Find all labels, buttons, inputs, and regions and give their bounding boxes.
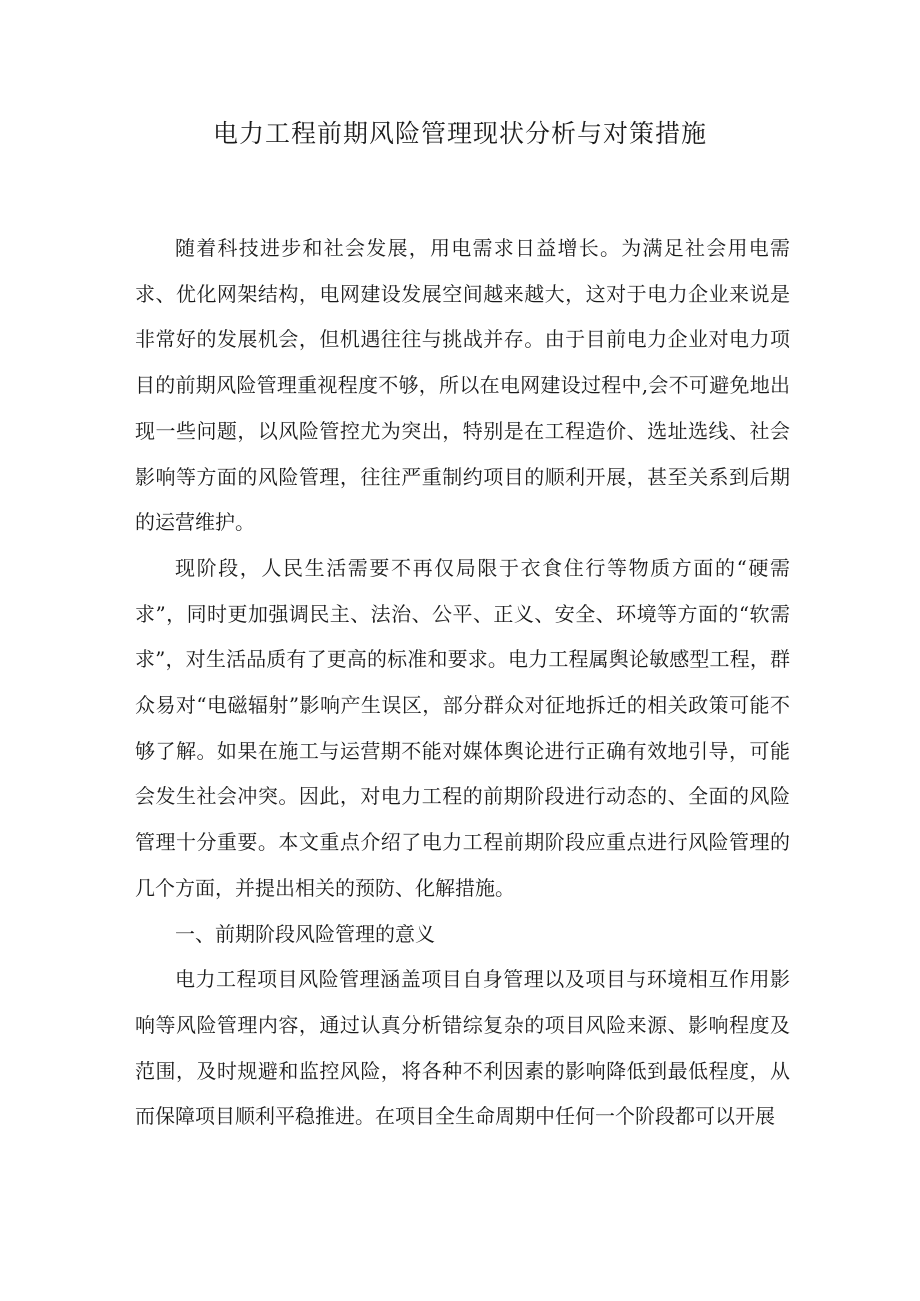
paragraph-intro: 随着科技进步和社会发展，用电需求日益增长。为满足社会用电需求、优化网架结构，电网建设发展空间越来越大，这对于电力企业来说是非常好的发展机会，但机遇往往与挑战并存。由于目前电力企业对电力项目的前期风险管理重视程度不够，所以在电网建设过程中,会不可避免地出现一些问题，以风险管控尤为突出，特别是在工程造价、选址选线、社会影响等方面的风险管理，往往严重制约项目的顺利开展，甚至关系到后期的运营维护。 [135, 236, 790, 535]
paragraph-current-stage: 现阶段，人民生活需要不再仅局限于衣食住行等物质方面的“硬需求”，同时更加强调民主、法治、公平、正义、安全、环境等方面的“软需求”，对生活品质有了更高的标准和要求。电力工程属舆论敏感型工程，群众易对“电磁辐射”影响产生误区，部分群众对征地拆迁的相关政策可能不够了解。如果在施工与运营期不能对媒体舆论进行正确有效地引导，可能会发生社会冲突。因此，对电力工程的前期阶段进行动态的、全面的风险管理十分重要。本文重点介绍了电力工程前期阶段应重点进行风险管理的几个方面，并提出相关的预防、化解措施。 [135, 555, 790, 900]
document-title: 电力工程前期风险管理现状分析与对策措施 [212, 119, 707, 148]
paragraph-section-one: 电力工程项目风险管理涵盖项目自身管理以及项目与环境相互作用影响等风险管理内容，通过认真分析错综复杂的项目风险来源、影响程度及范围，及时规避和监控风险，将各种不利因素的影响降低到最低程度，从而保障项目顺利平稳推进。在项目全生命周期中任何一个阶段都可以开展 [135, 967, 790, 1129]
document-body [135, 226, 790, 1140]
section-heading: 一、前期阶段风险管理的意义 [175, 921, 435, 946]
